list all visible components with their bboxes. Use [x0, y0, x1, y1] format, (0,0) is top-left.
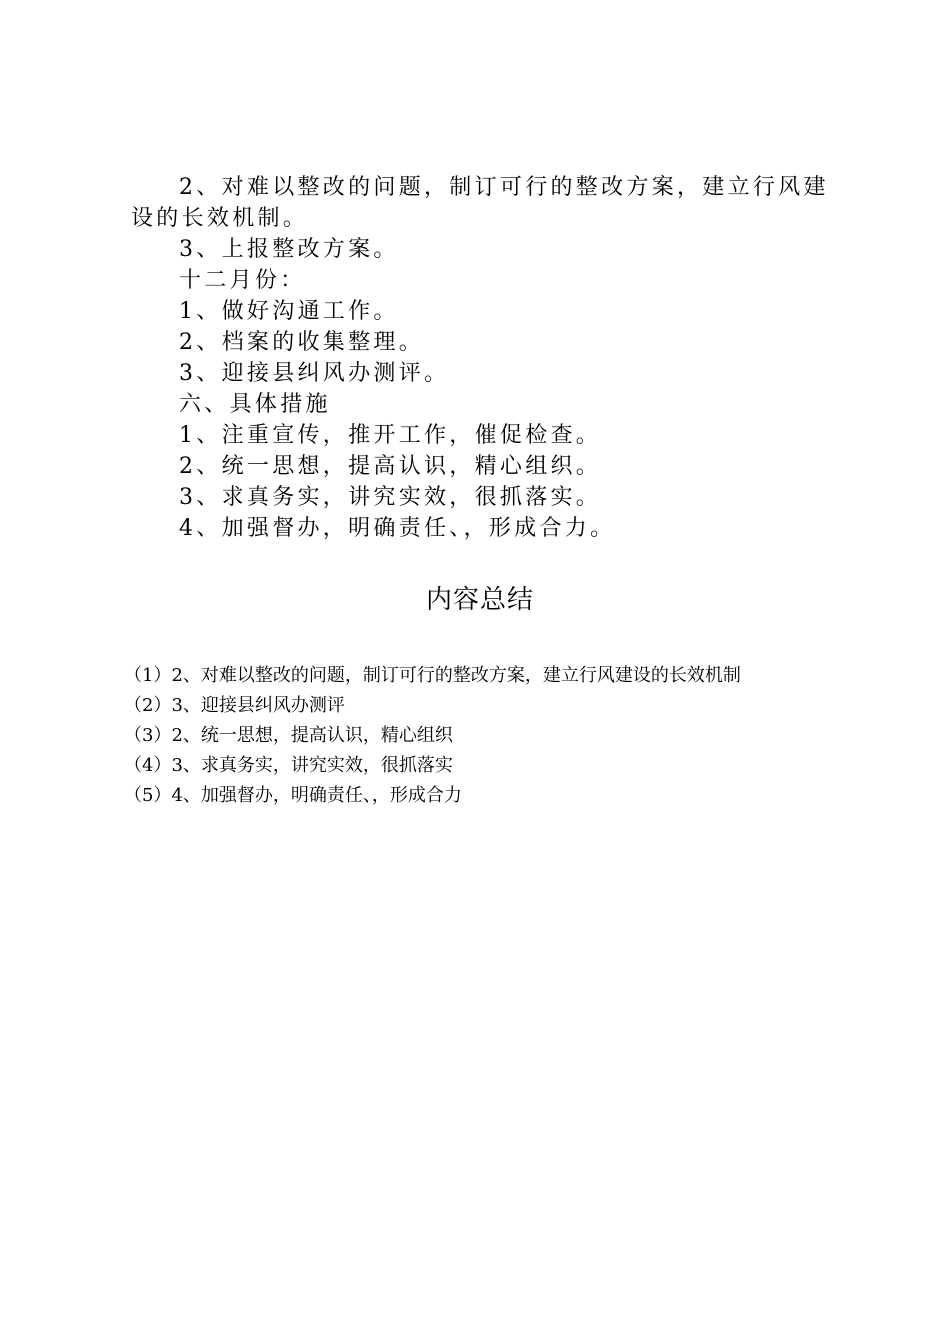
paragraph: 3、迎接县纠风办测评。	[179, 361, 450, 386]
summary-list	[124, 661, 824, 811]
summary-item: （5）4、加强督办，明确责任、，形成合力	[124, 785, 462, 806]
paragraph: 3、求真务实，讲究实效，很抓落实。	[179, 485, 602, 510]
paragraph: 2、统一思想，提高认识，精心组织。	[179, 454, 602, 479]
paragraph: 十二月份：	[179, 268, 306, 293]
section-heading: 六、具体措施	[179, 392, 331, 417]
body-text	[131, 172, 831, 544]
paragraph: 1、注重宣传，推开工作，催促检查。	[179, 423, 602, 448]
paragraph: 3、上报整改方案。	[179, 237, 399, 262]
summary-item: （1）2、对难以整改的问题，制订可行的整改方案，建立行风建设的长效机制	[124, 665, 741, 686]
paragraph: 2、档案的收集整理。	[179, 330, 424, 355]
summary-item: （2）3、迎接县纠风办测评	[124, 695, 345, 716]
paragraph: 4、加强督办，明确责任、，形成合力。	[179, 516, 616, 541]
summary-title: 内容总结	[425, 585, 534, 615]
summary-item: （3）2、统一思想，提高认识，精心组织	[124, 725, 453, 746]
paragraph: 2、对难以整改的问题，制订可行的整改方案，建立行风建设的长效机制。	[131, 175, 829, 231]
summary-item: （4）3、求真务实，讲究实效，很抓落实	[124, 755, 453, 776]
paragraph: 1、做好沟通工作。	[179, 299, 399, 324]
